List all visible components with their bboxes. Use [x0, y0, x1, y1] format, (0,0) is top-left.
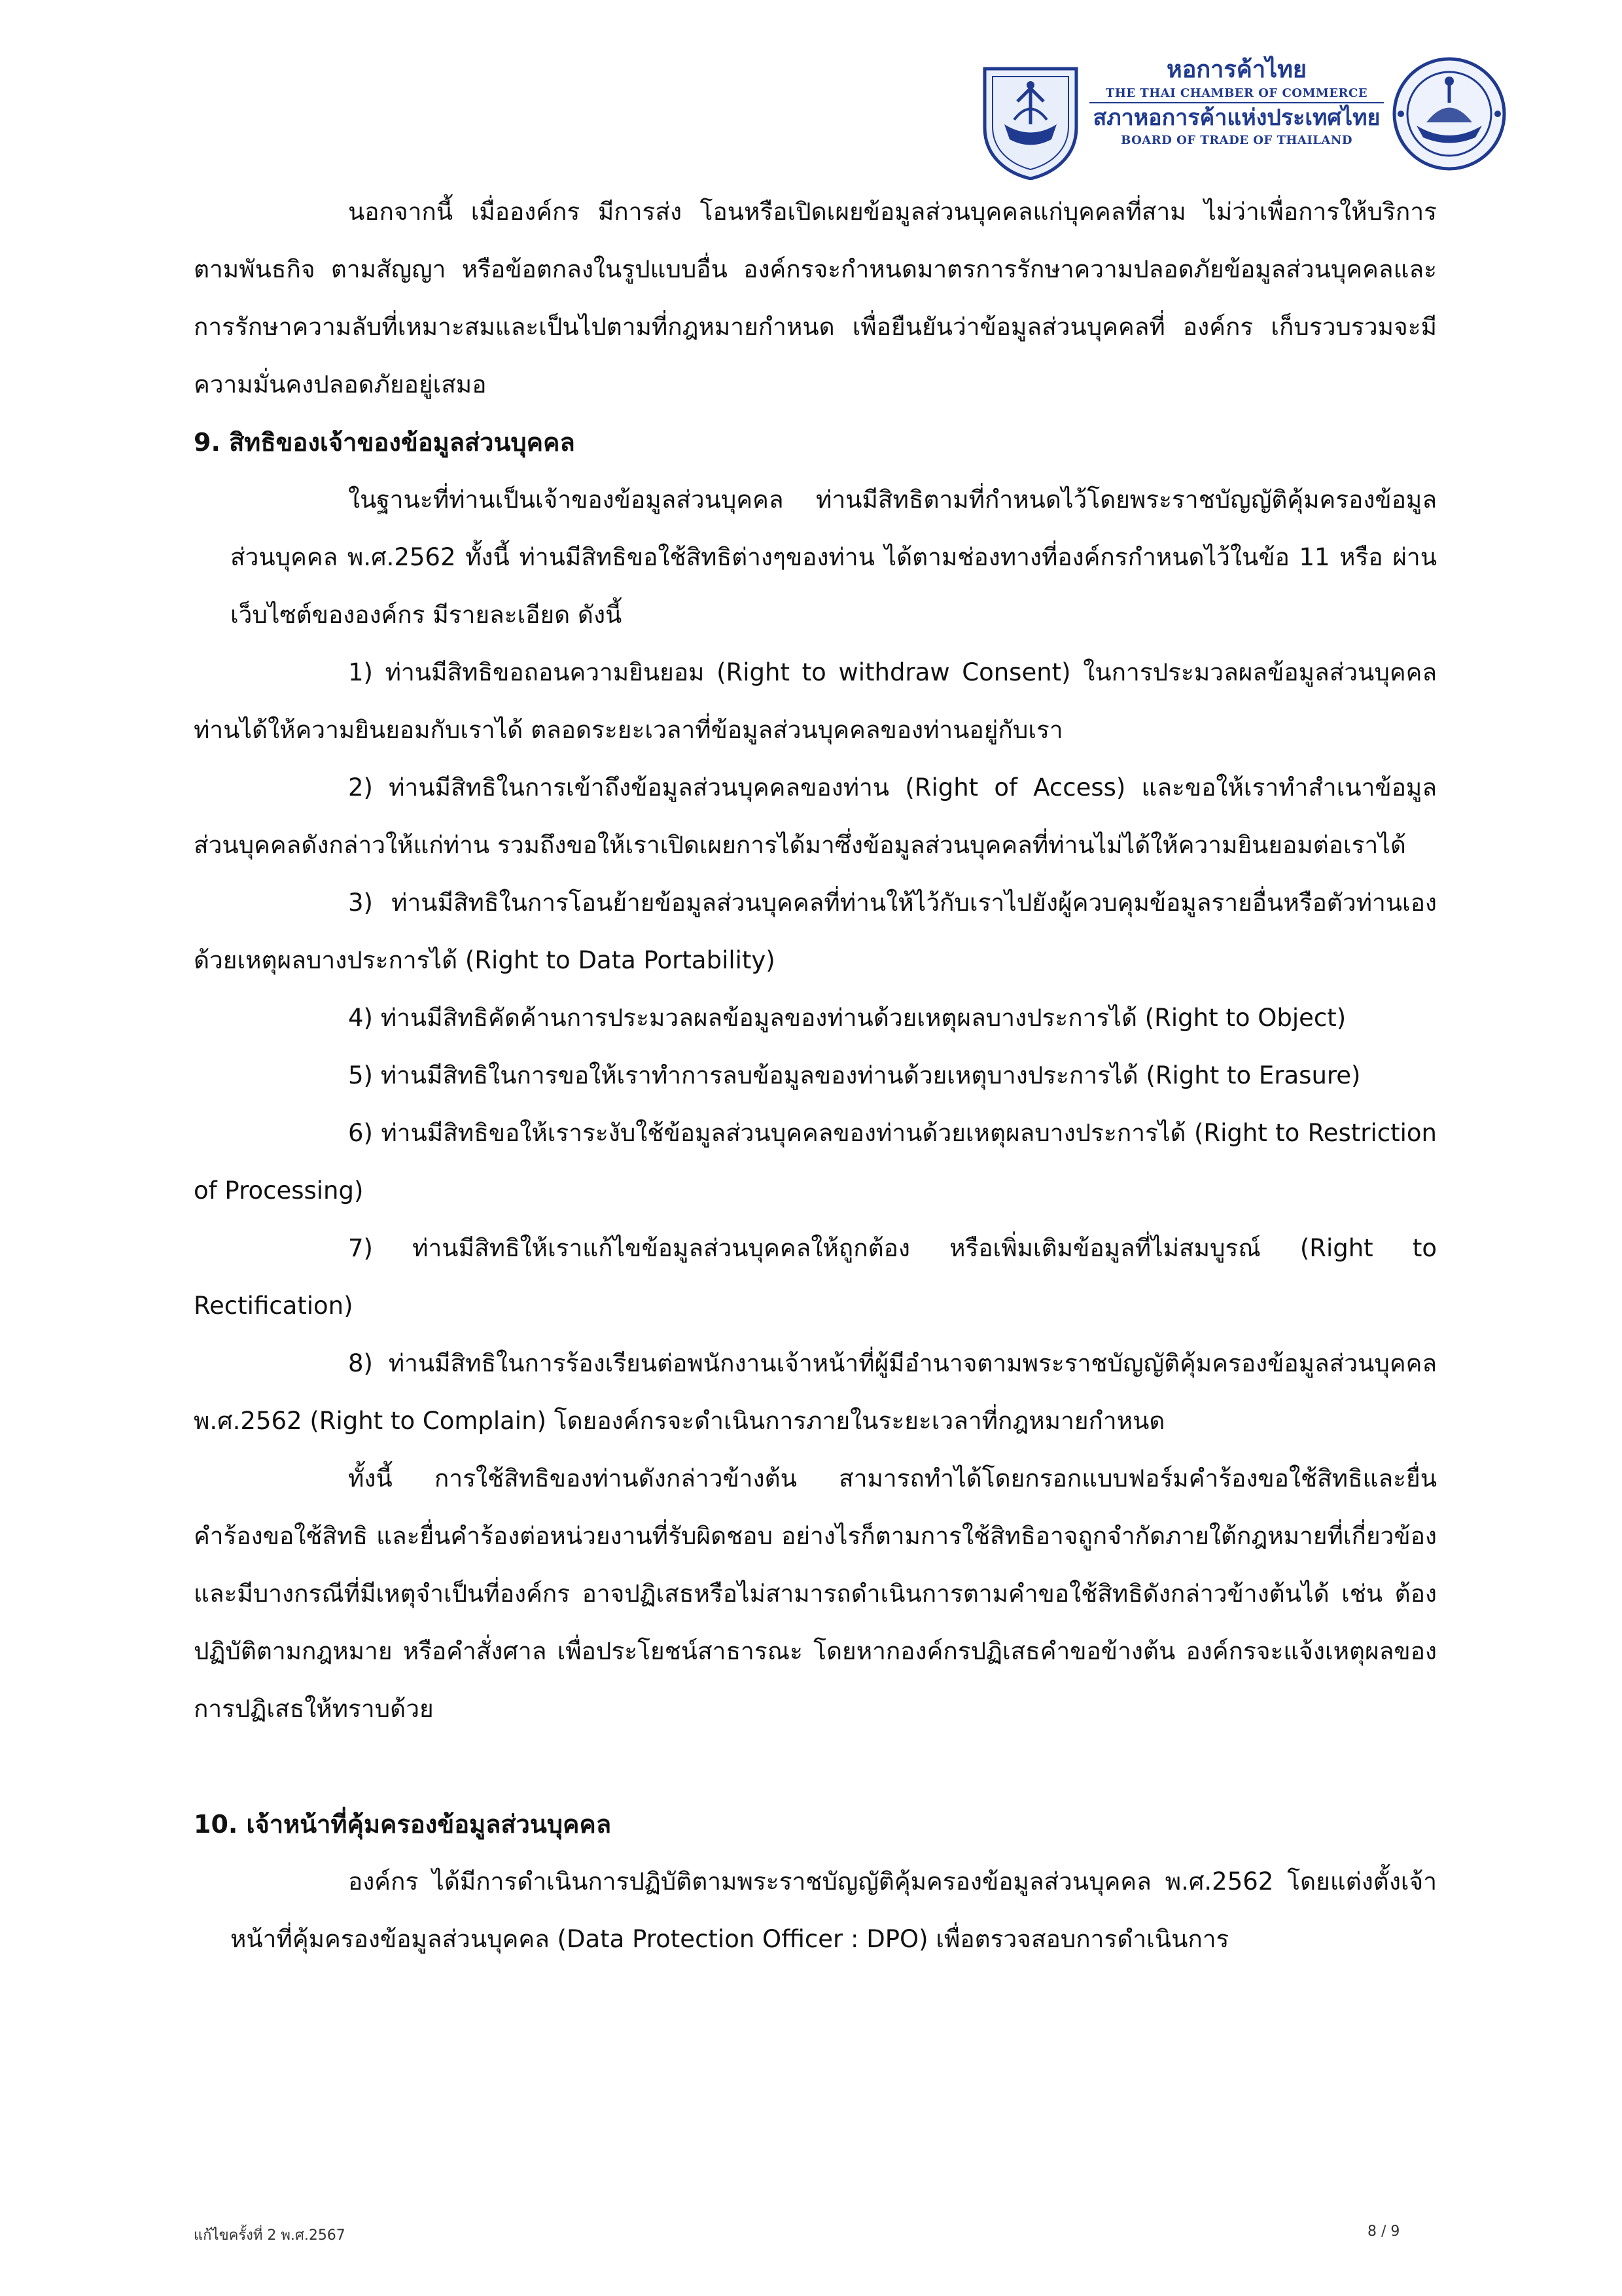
intro-paragraph: นอกจากนี้ เมื่อองค์กร มีการส่ง โอนหรือเปิดเผยข้อมูลส่วนบุคคลแก่บุคคลที่สาม ไม่ว่าเพื่อการให้บริการตามพันธกิจ ตามสัญญา หรือข้อตกลงในรูปแบบอื่น องค์กรจะกำหนดมาตรการรักษาความปลอดภัยข้อมูลส่วนบุคคลและการรักษาความลับที่เหมาะสมและเป็นไปตามที่กฎหมายกำหนด เพื่อยืนยันว่าข้อมูลส่วนบุคคลที่ องค์กร เก็บรวบรวมจะมีความมั่นคงปลอดภัยอยู่เสมอ	[194, 198, 1437, 398]
section-spacer	[194, 1738, 1437, 1795]
right-item-4: 4) ท่านมีสิทธิคัดค้านการประมวลผลข้อมูลของท่านด้วยเหตุผลบางประการได้ (Right to Object)	[348, 1004, 1347, 1032]
org-name-en: THE THAI CHAMBER OF COMMERCE	[1105, 86, 1368, 100]
right-item-2: 2) ท่านมีสิทธิในการเข้าถึงข้อมูลส่วนบุคคลของท่าน (Right of Access) และขอให้เราทำสำเนาข้อมูลส่วนบุคคลดังกล่าวให้แก่ท่าน รวมถึงขอให้เราเปิดเผยการได้มาซึ่งข้อมูลส่วนบุคคลที่ท่านไม่ได้ให้ความยินยอมต่อเราได้	[194, 773, 1437, 859]
section-9-title: 9. สิทธิของเจ้าของข้อมูลส่วนบุคคล	[194, 428, 575, 457]
right-item-5: 5) ท่านมีสิทธิในการขอให้เราทำการลบข้อมูลของท่านด้วยเหตุบางประการได้ (Right to Erasure)	[348, 1061, 1361, 1089]
org-name-th: หอการค้าไทย	[1167, 56, 1307, 83]
right-item-8: 8) ท่านมีสิทธิในการร้องเรียนต่อพนักงานเจ้าหน้าที่ผู้มีอำนาจตามพระราชบัญญัติคุ้มครองข้อมูลส่วนบุคคล พ.ศ.2562 (Right to Complain) โดยองค์กรจะดำเนินการภายในระยะเวลาที่กฎหมายกำหนด	[194, 1349, 1437, 1435]
right-item-6: 6) ท่านมีสิทธิขอให้เราระงับใช้ข้อมูลส่วนบุคคลของท่านด้วยเหตุผลบางประการได้ (Right to Restriction of Processing)	[194, 1119, 1437, 1205]
right-item-3: 3) ท่านมีสิทธิในการโอนย้ายข้อมูลส่วนบุคคลที่ท่านให้ไว้กับเราไปยังผู้ควบคุมข้อมูลรายอื่นหรือตัวท่านเองด้วยเหตุผลบางประการได้ (Right to Data Portability)	[194, 889, 1437, 974]
section-9-intro: ในฐานะที่ท่านเป็นเจ้าของข้อมูลส่วนบุคคล ท่านมีสิทธิตามที่กำหนดไว้โดยพระราชบัญญัติคุ้มครองข้อมูลส่วนบุคคล พ.ศ.2562 ทั้งนี้ ท่านมีสิทธิขอใช้สิทธิต่างๆของท่าน ได้ตามช่องทางที่องค์กรกำหนดไว้ในข้อ 11 หรือ ผ่านเว็บไซต์ขององค์กร มีรายละเอียด ดังนี้	[230, 486, 1437, 629]
section-10-title: 10. เจ้าหน้าที่คุ้มครองข้อมูลส่วนบุคคล	[194, 1810, 612, 1839]
right-item-7: 7) ท่านมีสิทธิให้เราแก้ไขข้อมูลส่วนบุคคลให้ถูกต้อง หรือเพิ่มเติมข้อมูลที่ไม่สมบูรณ์ (Right to Rectification)	[194, 1234, 1437, 1320]
document-body	[194, 183, 1437, 1968]
board-of-trade-logo	[1390, 54, 1508, 175]
thai-chamber-logo	[978, 62, 1083, 180]
board-name-en: BOARD OF TRADE OF THAILAND	[1121, 133, 1352, 147]
org-header	[1089, 54, 1384, 149]
right-item-1: 1) ท่านมีสิทธิขอถอนความยินยอม (Right to withdraw Consent) ในการประมวลผลข้อมูลส่วนบุคคลท่านได้ให้ความยินยอมกับเราได้ ตลอดระยะเวลาที่ข้อมูลส่วนบุคคลของท่านอยู่กับเรา	[194, 658, 1437, 744]
section-9-outro: ทั้งนี้ การใช้สิทธิของท่านดังกล่าวข้างต้น สามารถทำได้โดยกรอกแบบฟอร์มคำร้องขอใช้สิทธิและยื่นคำร้องขอใช้สิทธิ และยื่นคำร้องต่อหน่วยงานที่รับผิดชอบ อย่างไรก็ตามการใช้สิทธิอาจถูกจำกัดภายใต้กฎหมายที่เกี่ยวข้อง และมีบางกรณีที่มีเหตุจำเป็นที่องค์กร อาจปฏิเสธหรือไม่สามารถดำเนินการตามคำขอใช้สิทธิดังกล่าวข้างต้นได้ เช่น ต้องปฏิบัติตามกฎหมาย หรือคำสั่งศาล เพื่อประโยชน์สาธารณะ โดยหากองค์กรปฏิเสธคำขอข้างต้น องค์กรจะแจ้งเหตุผลของการปฏิเสธให้ทราบด้วย	[194, 1464, 1437, 1723]
section-10-text: องค์กร ได้มีการดำเนินการปฏิบัติตามพระราชบัญญัติคุ้มครองข้อมูลส่วนบุคคล พ.ศ.2562 โดยแต่งตั้งเจ้าหน้าที่คุ้มครองข้อมูลส่วนบุคคล (Data Protection Officer : DPO) เพื่อตรวจสอบการดำเนินการ	[230, 1867, 1437, 1953]
revision-note: แก้ไขครั้งที่ 2 พ.ศ.2567	[194, 2227, 345, 2244]
board-name-th: สภาหอการค้าแห่งประเทศไทย	[1089, 102, 1384, 132]
page-number: 8 / 9	[1367, 2223, 1400, 2240]
